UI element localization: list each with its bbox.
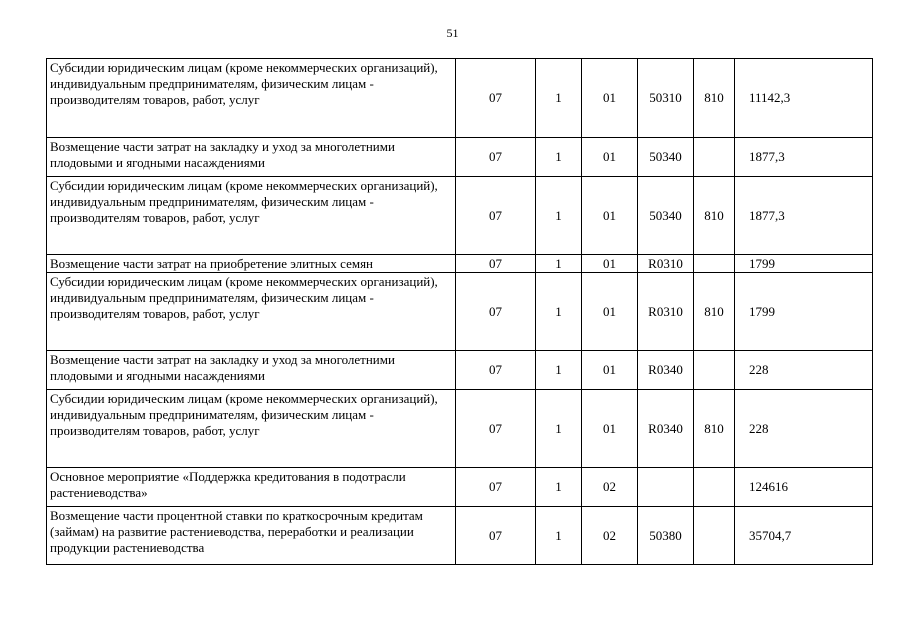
row-name: Возмещение части затрат на закладку и уход за многолетними плодовыми и ягодными насаждениями bbox=[47, 351, 456, 390]
row-target-article: 50380 bbox=[638, 507, 694, 565]
budget-table bbox=[46, 58, 873, 565]
row-target-article: R0340 bbox=[638, 351, 694, 390]
row-subprogram: 02 bbox=[582, 507, 638, 565]
row-program: 1 bbox=[536, 390, 582, 468]
row-amount: 1799 bbox=[735, 273, 873, 351]
row-subprogram: 01 bbox=[582, 273, 638, 351]
row-expense-type: 810 bbox=[694, 177, 735, 255]
row-program: 1 bbox=[536, 507, 582, 565]
row-name: Основное мероприятие «Поддержка кредитования в подотрасли растениеводства» bbox=[47, 468, 456, 507]
row-section: 07 bbox=[456, 255, 536, 273]
table-row bbox=[47, 351, 873, 390]
table-row bbox=[47, 507, 873, 565]
row-amount: 124616 bbox=[735, 468, 873, 507]
row-section: 07 bbox=[456, 468, 536, 507]
row-subprogram: 01 bbox=[582, 390, 638, 468]
row-section: 07 bbox=[456, 59, 536, 138]
row-expense-type bbox=[694, 255, 735, 273]
row-expense-type bbox=[694, 468, 735, 507]
row-name: Возмещение части затрат на закладку и уход за многолетними плодовыми и ягодными насаждениями bbox=[47, 138, 456, 177]
row-target-article: 50340 bbox=[638, 138, 694, 177]
row-section: 07 bbox=[456, 390, 536, 468]
row-program: 1 bbox=[536, 273, 582, 351]
row-section: 07 bbox=[456, 177, 536, 255]
row-subprogram: 01 bbox=[582, 138, 638, 177]
table-row bbox=[47, 255, 873, 273]
table-row bbox=[47, 273, 873, 351]
row-expense-type: 810 bbox=[694, 273, 735, 351]
row-subprogram: 01 bbox=[582, 255, 638, 273]
row-name: Возмещение части затрат на приобретение элитных семян bbox=[47, 255, 456, 273]
row-amount: 35704,7 bbox=[735, 507, 873, 565]
table-row bbox=[47, 59, 873, 138]
row-target-article: R0310 bbox=[638, 273, 694, 351]
row-subprogram: 01 bbox=[582, 351, 638, 390]
row-section: 07 bbox=[456, 273, 536, 351]
row-name: Возмещение части процентной ставки по краткосрочным кредитам (займам) на развитие растениеводства, переработки и реализации продукции растениеводства bbox=[47, 507, 456, 565]
row-target-article: 50340 bbox=[638, 177, 694, 255]
row-expense-type bbox=[694, 138, 735, 177]
row-target-article: 50310 bbox=[638, 59, 694, 138]
row-program: 1 bbox=[536, 351, 582, 390]
row-amount: 1877,3 bbox=[735, 177, 873, 255]
row-program: 1 bbox=[536, 59, 582, 138]
row-expense-type bbox=[694, 507, 735, 565]
row-subprogram: 01 bbox=[582, 59, 638, 138]
row-subprogram: 01 bbox=[582, 177, 638, 255]
row-program: 1 bbox=[536, 138, 582, 177]
row-name: Субсидии юридическим лицам (кроме некоммерческих организаций), индивидуальным предпринимателям, физическим лицам - производителям товаров, работ, услуг bbox=[47, 177, 456, 255]
row-target-article bbox=[638, 468, 694, 507]
row-section: 07 bbox=[456, 351, 536, 390]
row-amount: 1799 bbox=[735, 255, 873, 273]
row-amount: 228 bbox=[735, 351, 873, 390]
row-section: 07 bbox=[456, 138, 536, 177]
row-amount: 11142,3 bbox=[735, 59, 873, 138]
row-expense-type bbox=[694, 351, 735, 390]
row-expense-type: 810 bbox=[694, 59, 735, 138]
row-amount: 1877,3 bbox=[735, 138, 873, 177]
row-section: 07 bbox=[456, 507, 536, 565]
table-row bbox=[47, 468, 873, 507]
row-amount: 228 bbox=[735, 390, 873, 468]
row-subprogram: 02 bbox=[582, 468, 638, 507]
page-number: 51 bbox=[446, 26, 459, 40]
row-name: Субсидии юридическим лицам (кроме некоммерческих организаций), индивидуальным предпринимателям, физическим лицам - производителям товаров, работ, услуг bbox=[47, 390, 456, 468]
row-name: Субсидии юридическим лицам (кроме некоммерческих организаций), индивидуальным предпринимателям, физическим лицам - производителям товаров, работ, услуг bbox=[47, 273, 456, 351]
row-expense-type: 810 bbox=[694, 390, 735, 468]
row-program: 1 bbox=[536, 468, 582, 507]
table-row bbox=[47, 177, 873, 255]
row-program: 1 bbox=[536, 177, 582, 255]
table-row bbox=[47, 138, 873, 177]
row-target-article: R0310 bbox=[638, 255, 694, 273]
row-program: 1 bbox=[536, 255, 582, 273]
row-name: Субсидии юридическим лицам (кроме некоммерческих организаций), индивидуальным предпринимателям, физическим лицам - производителям товаров, работ, услуг bbox=[47, 59, 456, 138]
row-target-article: R0340 bbox=[638, 390, 694, 468]
table-row bbox=[47, 390, 873, 468]
